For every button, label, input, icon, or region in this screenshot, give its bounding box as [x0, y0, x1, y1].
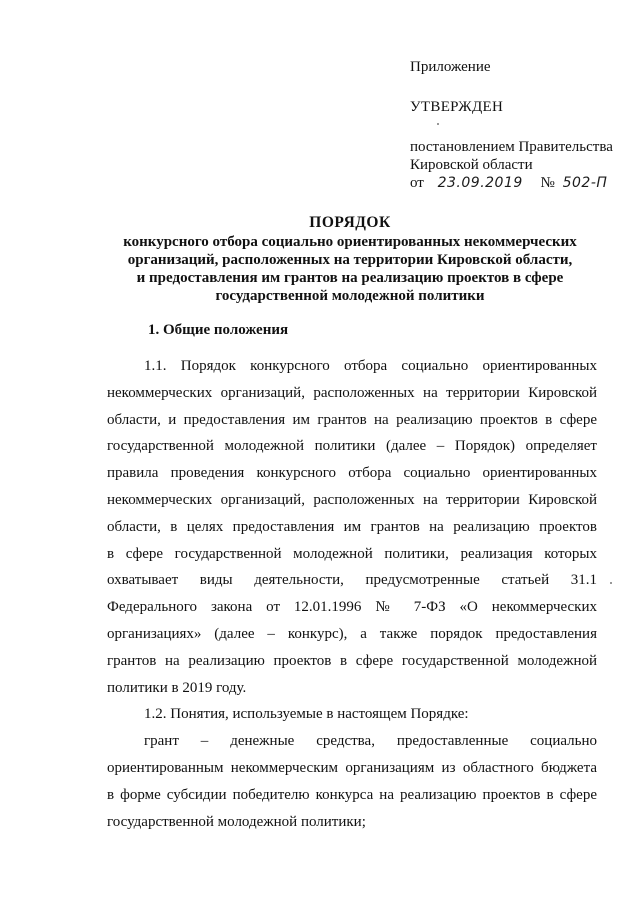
text-line: в форме субсидии победителю конкурса на реализацию проектов в сфере [107, 786, 597, 803]
text-line: области, в целях предоставления им грантов на реализацию проектов [107, 518, 597, 535]
approval-stamp-block [410, 58, 630, 192]
appendix-label: Приложение [410, 59, 491, 75]
paragraph-1-1 [107, 353, 597, 701]
number-label: № [540, 175, 555, 191]
scan-speck [437, 123, 439, 125]
text-line: грантов на реализацию проектов в сфере государственной молодежной [107, 652, 597, 669]
scan-speck [610, 582, 612, 584]
text-line: некоммерческих организаций, расположенных на территории Кировской [107, 384, 597, 401]
text-line: правила проведения конкурсного отбора социально ориентированных [107, 465, 597, 482]
text-line: охватывает виды деятельности, предусмотренные статьей 31.1 [107, 572, 597, 589]
text-line: государственной молодежной политики (далее – Порядок) определяет [107, 438, 597, 455]
text-line: грант – денежные средства, предоставленные социально [144, 733, 597, 750]
paragraph-1-2 [107, 701, 597, 728]
text-line: Федерального закона от 12.01.1996 № 7-ФЗ «О некоммерческих [107, 599, 597, 616]
title-line-2: организаций, расположенных на территории Кировской области, [127, 252, 573, 268]
text-line: государственной молодежной политики; [107, 813, 366, 830]
text-line: некоммерческих организаций, расположенных на территории Кировской [107, 491, 597, 508]
text-line: политики в 2019 году. [107, 679, 247, 696]
approved-label: УТВЕРЖДЕН [410, 99, 504, 115]
section-heading: 1. Общие положения [148, 322, 289, 338]
approved-by-line-1: постановлением Правительства [410, 139, 613, 155]
text-line: 1.2. Понятия, используемые в настоящем Порядке: [144, 706, 469, 723]
text-line: 1.1. Порядок конкурсного отбора социально ориентированных [144, 358, 597, 374]
handwritten-number: 502-П [562, 175, 608, 191]
paragraph-grant-definition [107, 728, 597, 835]
handwritten-date: 23.09.2019 [437, 175, 523, 191]
text-line: организациях» (далее – конкурс), а также порядок предоставления [107, 625, 597, 642]
document-title: ПОРЯДОК [309, 214, 391, 231]
date-number-line [410, 174, 630, 192]
text-line: в сфере государственной молодежной политики, реализация которых [107, 545, 597, 562]
document-title-block [90, 214, 610, 305]
text-line: области, и предоставления им грантов на реализацию проектов в сфере [107, 411, 597, 428]
text-line: ориентированным некоммерческим организациям из областного бюджета [107, 759, 597, 776]
approved-by-line-2: Кировской области [410, 157, 533, 173]
document-body [107, 353, 597, 835]
title-line-4: государственной молодежной политики [215, 288, 485, 304]
title-line-3: и предоставления им грантов на реализацию проектов в сфере [136, 270, 564, 286]
from-label: от [410, 175, 424, 191]
title-line-1: конкурсного отбора социально ориентированных некоммерческих [123, 234, 577, 250]
